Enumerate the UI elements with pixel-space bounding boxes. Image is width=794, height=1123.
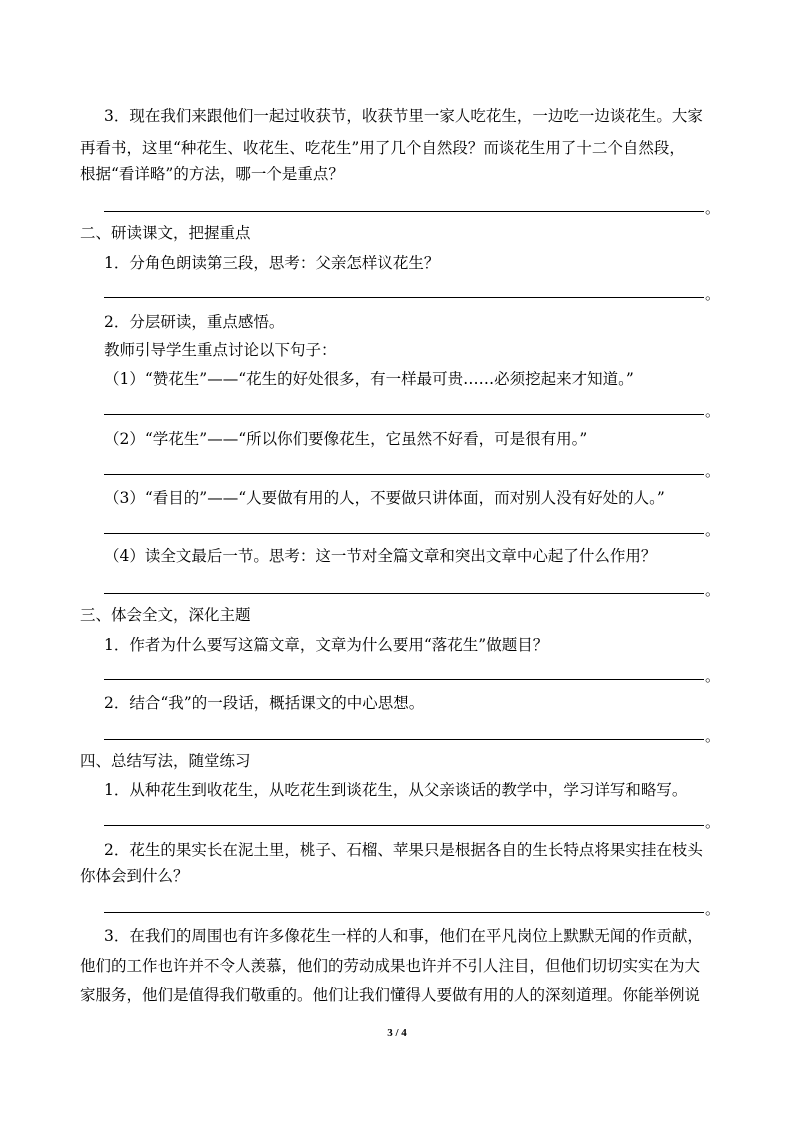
- section2-item2: 2．分层研读，重点感悟。: [104, 313, 285, 331]
- section2-heading: 二、研读课文，把握重点: [80, 224, 251, 242]
- answer-end-mark: 。: [705, 667, 721, 685]
- answer-line[interactable]: [104, 593, 704, 594]
- answer-end-mark: 。: [705, 402, 721, 420]
- q3-line-2: 再看书，这里“种花生、收花生、吃花生”用了几个自然段？而谈花生用了十二个自然段，: [80, 139, 685, 157]
- section4-item3-line-1: 3．在我们的周围也有许多像花生一样的人和事，他们在平凡岗位上默默无闻的作贡献，: [104, 927, 703, 945]
- q3-line-3: 根据“看详略”的方法，哪一个是重点？: [80, 165, 344, 183]
- answer-line[interactable]: [104, 825, 704, 826]
- answer-end-mark: 。: [705, 521, 721, 539]
- answer-end-mark: 。: [705, 462, 721, 480]
- section3-item2: 2．结合“我”的一段话，概括课文的中心思想。: [104, 694, 425, 712]
- answer-line[interactable]: [104, 533, 704, 534]
- answer-line[interactable]: [104, 414, 704, 415]
- answer-end-mark: 。: [705, 581, 721, 599]
- answer-end-mark: 。: [705, 285, 721, 303]
- answer-end-mark: 。: [705, 900, 721, 918]
- section3-heading: 三、体会全文，深化主题: [80, 606, 251, 624]
- section4-item1: 1．从种花生到收花生，从吃花生到谈花生，从父亲谈话的教学中，学习详写和略写。: [104, 781, 688, 799]
- q3-line-1: 3．现在我们来跟他们一起过收获节，收获节里一家人吃花生，一边吃一边谈花生。大家: [104, 107, 703, 125]
- section4-item2-line-1: 2．花生的果实长在泥土里，桃子、石榴、苹果只是根据各自的生长特点将果实挂在枝头: [104, 841, 703, 859]
- section2-item1: 1．分角色朗读第三段，思考：父亲怎样议花生？: [104, 254, 440, 272]
- answer-line[interactable]: [104, 679, 704, 680]
- answer-line[interactable]: [104, 297, 704, 298]
- answer-end-mark: 。: [705, 813, 721, 831]
- section3-item1: 1．作者为什么要写这篇文章，文章为什么要用“落花生”做题目？: [104, 636, 549, 654]
- section4-heading: 四、总结写法，随堂练习: [80, 752, 251, 770]
- section2-sub4: （4）读全文最后一节。思考：这一节对全篇文章和突出文章中心起了什么作用？: [104, 547, 657, 565]
- section2-sub2: （2）“学花生”——“所以你们要像花生，它虽然不好看，可是很有用。”: [104, 430, 588, 448]
- answer-line[interactable]: [104, 912, 704, 913]
- page-number: 3 / 4: [387, 1027, 407, 1039]
- answer-end-mark: 。: [705, 727, 721, 745]
- section2-sub3: （3）“看目的”——“人要做有用的人，不要做只讲体面，而对别人没有好处的人。”: [104, 489, 665, 507]
- section4-item2-line-2: 你体会到什么？: [80, 867, 189, 885]
- answer-line[interactable]: [104, 211, 704, 212]
- answer-line[interactable]: [104, 739, 704, 740]
- answer-end-mark: 。: [705, 199, 721, 217]
- section2-sub1: （1）“赞花生”——“花生的好处很多，有一样最可贵……必须挖起来才知道。”: [104, 370, 634, 388]
- section4-item3-line-2: 他们的工作也许并不令人羡慕，他们的劳动成果也许并不引人注目，但他们切切实实在为大: [80, 957, 701, 975]
- answer-line[interactable]: [104, 474, 704, 475]
- section2-intro: 教师引导学生重点讨论以下句子：: [104, 341, 337, 359]
- section4-item3-line-3: 家服务，他们是值得我们敬重的。他们让我们懂得人要做有用的人的深刻道理。你能举例说: [80, 986, 701, 1004]
